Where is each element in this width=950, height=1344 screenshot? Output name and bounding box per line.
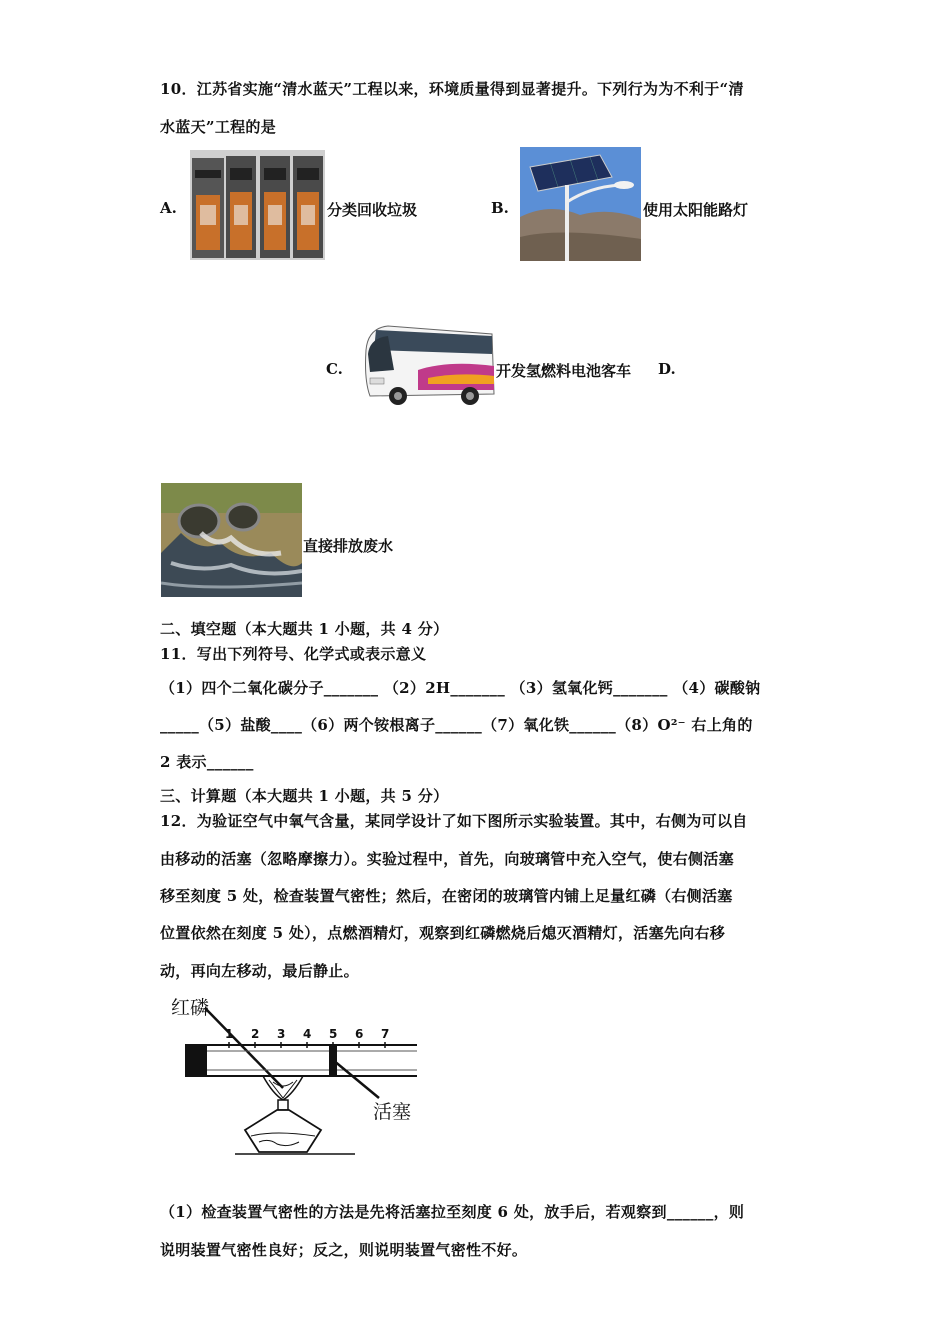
- section3-heading: 三、计算题（本大题共 1 小题，共 5 分）: [160, 787, 449, 805]
- q12-line3: 移至刻度 5 处，检查装置气密性；然后，在密闭的玻璃管内铺上足量红磷（右侧活塞: [160, 887, 733, 905]
- q12-line1: 12．为验证空气中氧气含量，某同学设计了如下图所示实验装置。其中，右侧为可以自: [160, 812, 748, 830]
- wastewater-discharge-image: [161, 483, 302, 597]
- q12-sub1-line1: （1）检查装置气密性的方法是先将活塞拉至刻度 6 处，放手后，若观察到______，则: [160, 1203, 745, 1221]
- solar-street-lamp-image: [520, 147, 641, 261]
- option-a-letter: A.: [160, 199, 177, 217]
- scale-number: 5: [329, 1027, 338, 1041]
- q10-text-line1: 10．江苏省实施“清水蓝天”工程以来，环境质量得到显著提升。下列行为为不利于“清: [160, 80, 744, 98]
- scale-numbers: [225, 1027, 389, 1041]
- piston-pointer-line: [333, 1060, 379, 1098]
- q11-line3: 2 表示______: [160, 753, 254, 771]
- q12-line2: 由移动的活塞（忽略摩擦力）。实验过程中，首先，向玻璃管中充入空气，使右侧活塞: [160, 850, 734, 868]
- glass-tube: [185, 1042, 417, 1076]
- option-b-text: 使用太阳能路灯: [643, 201, 749, 219]
- alcohol-lamp: [235, 1076, 355, 1154]
- tube-stopper: [185, 1045, 207, 1076]
- q12-line5: 动，再向左移动，最后静止。: [160, 962, 359, 980]
- scale-number: 2: [251, 1027, 260, 1041]
- apparatus-diagram: [165, 990, 445, 1160]
- q12-sub1-line2: 说明装置气密性良好；反之，则说明装置气密性不好。: [160, 1241, 528, 1259]
- option-d-text: 直接排放废水: [303, 537, 394, 555]
- scale-number: 1: [225, 1027, 234, 1041]
- option-b-letter: B.: [491, 199, 509, 217]
- q11-line2: _____（5）盐酸____（6）两个铵根离子______（7）氧化铁______（8）O²⁻ 右上角的: [160, 716, 753, 734]
- label-red-phosphorus: 红磷: [171, 997, 210, 1019]
- scale-number: 7: [381, 1027, 390, 1041]
- q11-line1: （1）四个二氧化碳分子_______ （2）2H_______ （3）氢氧化钙_______ （4）碳酸钠: [160, 679, 761, 697]
- option-c-letter: C.: [326, 360, 343, 378]
- label-piston: 活塞: [373, 1101, 412, 1123]
- q12-line4: 位置依然在刻度 5 处），点燃酒精灯，观察到红磷燃烧后熄灭酒精灯，活塞先向右移: [160, 924, 726, 942]
- option-d-letter: D.: [658, 360, 676, 378]
- q10-text-line2: 水蓝天”工程的是: [160, 118, 277, 136]
- section2-heading: 二、填空题（本大题共 1 小题，共 4 分）: [160, 620, 449, 638]
- scale-number: 4: [303, 1027, 312, 1041]
- option-c-text: 开发氢燃料电池客车: [496, 362, 632, 380]
- scale-number: 3: [277, 1027, 286, 1041]
- q11-title: 11．写出下列符号、化学式或表示意义: [160, 645, 427, 663]
- hydrogen-bus-image: [358, 320, 496, 408]
- scale-number: 6: [355, 1027, 364, 1041]
- recycling-bins-image: [190, 150, 325, 260]
- option-a-text: 分类回收垃圾: [327, 201, 418, 219]
